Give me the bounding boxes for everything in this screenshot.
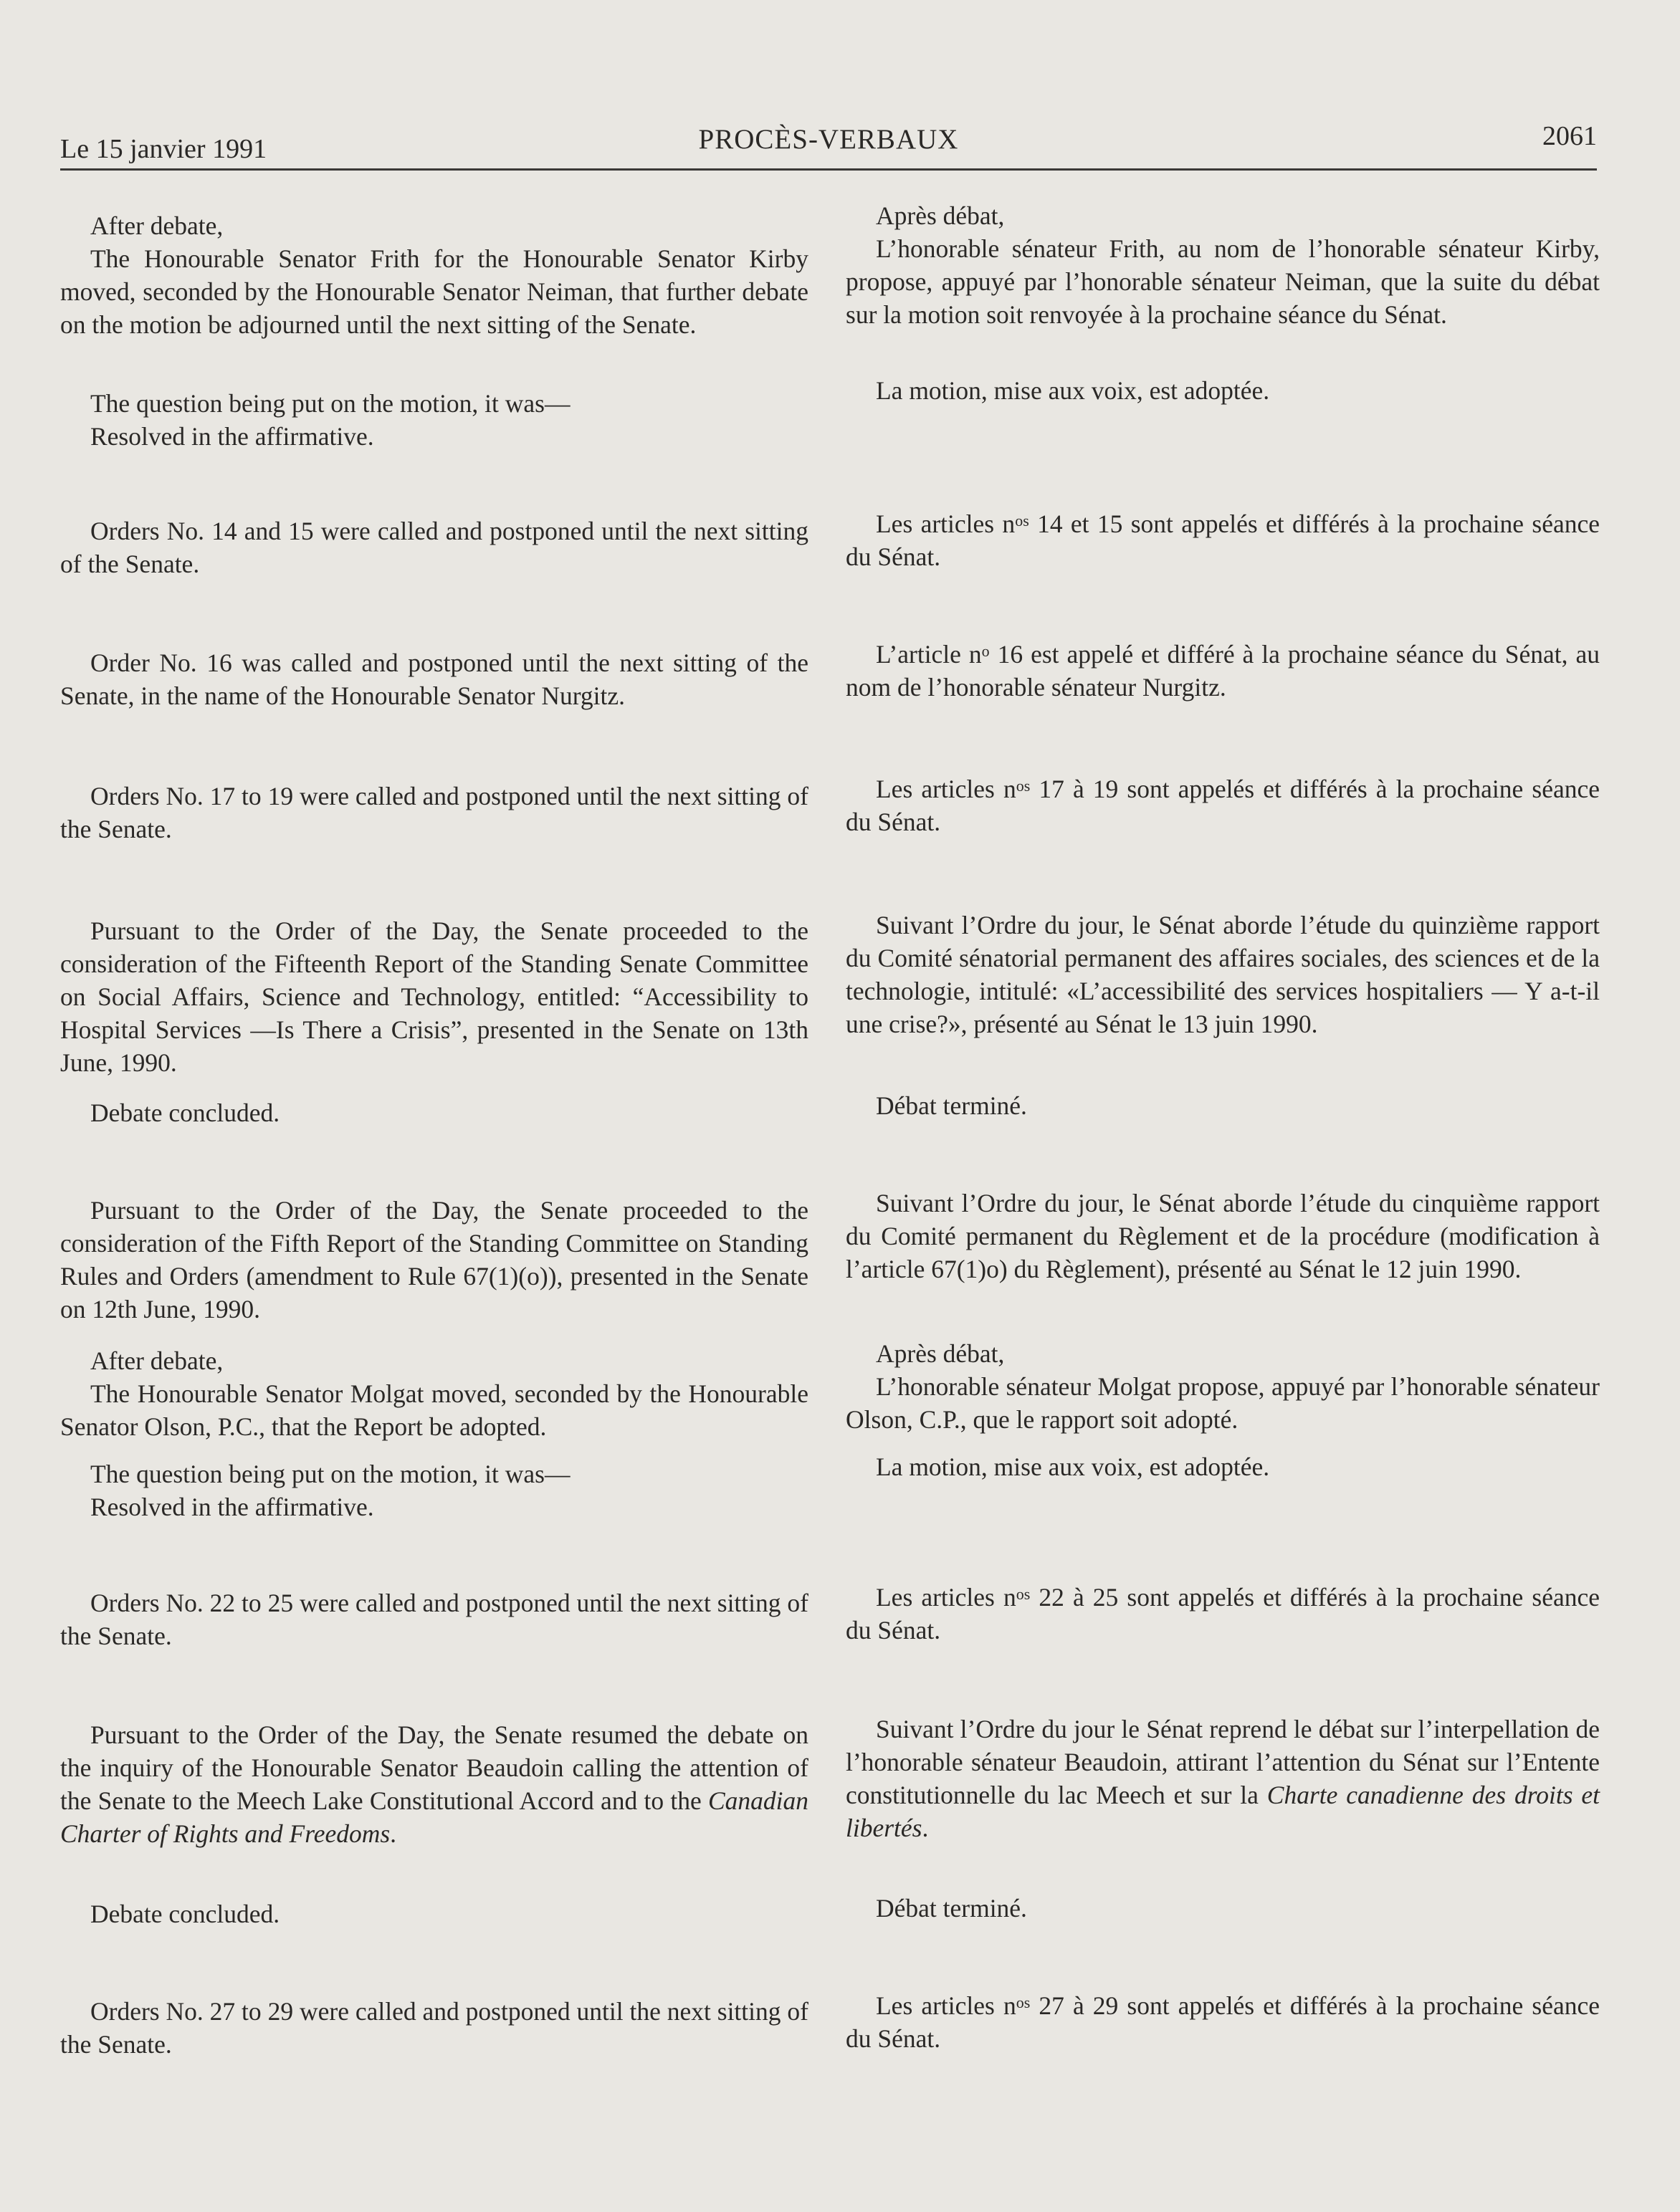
fr-debat-termine-1 <box>846 1089 1600 1122</box>
fr-articles-17-19-text <box>846 772 1600 838</box>
en-question-resolved-1 <box>60 387 808 453</box>
fr-debat-termine-2 <box>846 1892 1600 1925</box>
fr-apres-debat-molgat <box>846 1337 1600 1436</box>
en-resolved-line: Resolved in the affirmative. <box>90 422 374 451</box>
en-after-debate-frith <box>60 209 808 341</box>
fr-debat-termine-2-text: Débat terminé. <box>876 1894 1027 1923</box>
fr-articles-22-25-prefix: Les articles n <box>876 1583 1016 1612</box>
en-fifteenth-report-text: Pursuant to the Order of the Day, the Senate proceeded to the consideration of the Fifteenth Report of the Standing Senate Committee on Social Affairs, Science and Technology, entitled: “Accessibility to Hospital Services —Is There a Crisis”, presented in the Senate on 13th June, 1990. <box>60 916 808 1077</box>
fr-article-16 <box>846 638 1600 704</box>
fr-cinquieme-rapport-text: Suivant l’Ordre du jour, le Sénat aborde l’étude du cinquième rapport du Comité permanent du Règlement et de la procédure (modification à l’article 67(1)o) du Règlement), présenté au Sénat le 12 juin 1990. <box>846 1189 1600 1283</box>
en-charter-title: Canadian Charter of Rights and Freedoms <box>60 1786 808 1848</box>
fr-interpellation-meech <box>846 1713 1600 1844</box>
en-meech-lake-text <box>60 1718 808 1850</box>
en-orders-14-15 <box>60 514 808 580</box>
fr-apres-debat-frith <box>846 199 1600 331</box>
en-orders-27-29 <box>60 1995 808 2061</box>
english-column <box>60 0 808 2212</box>
fr-articles-27-29-text <box>846 1989 1600 2055</box>
header-date: Le 15 janvier 1991 <box>60 134 267 164</box>
en-fifth-report-text: Pursuant to the Order of the Day, the Senate proceeded to the consideration of the Fifth Report of the Standing Committee on Standing Rules and Orders (amendment to Rule 67(1)(o)), presented in the Senate on 12th June, 1990. <box>60 1196 808 1323</box>
en-order-16 <box>60 646 808 712</box>
fr-interpellation-text <box>846 1713 1600 1844</box>
header-title: PROCÈS-VERBAUX <box>698 124 959 155</box>
en-orders-17-19 <box>60 780 808 846</box>
fr-numero-superscript: o <box>981 642 990 660</box>
fr-numero-superscript: os <box>1016 777 1031 795</box>
en-fifteenth-report <box>60 914 808 1079</box>
fr-articles-14-15-text <box>846 507 1600 573</box>
fr-motion-adoptee-2 <box>846 1450 1600 1483</box>
fr-numero-superscript: os <box>1015 512 1029 530</box>
fr-numero-superscript: os <box>1016 1585 1031 1603</box>
en-orders-14-15-text: Orders No. 14 and 15 were called and postponed until the next sitting of the Senate. <box>60 517 808 578</box>
fr-articles-17-19-prefix: Les articles n <box>876 775 1016 803</box>
french-column <box>846 0 1600 2212</box>
fr-motion-adoptee-1 <box>846 374 1600 407</box>
fr-apres-debat-label-2: Après débat, <box>876 1339 1005 1368</box>
fr-articles-14-15 <box>846 507 1600 573</box>
fr-articles-22-25-text <box>846 1581 1600 1647</box>
fr-quinzieme-rapport-text: Suivant l’Ordre du jour, le Sénat aborde l’étude du quinzième rapport du Comité sénatorial permanent des affaires sociales, des sciences et de la technologie, intitulé: «L’accessibilité des services hospitaliers — Y a-t-il une crise?», présenté au Sénat le 13 juin 1990. <box>846 911 1600 1038</box>
fr-articles-27-29 <box>846 1989 1600 2055</box>
en-meech-lake-period: . <box>390 1819 397 1848</box>
page-number: 2061 <box>1542 121 1597 151</box>
fr-cinquieme-rapport <box>846 1187 1600 1285</box>
fr-articles-27-29-rest: 27 à 29 sont appelés et différés à la prochaine séance du Sénat. <box>846 1991 1600 2053</box>
en-meech-lake-body: Pursuant to the Order of the Day, the Senate resumed the debate on the inquiry of the Honourable Senator Beaudoin calling the attention of the Senate to the Meech Lake Constitutional Accord and to the <box>60 1720 808 1815</box>
en-order-16-text: Order No. 16 was called and postponed until the next sitting of the Senate, in the name of the Honourable Senator Nurgitz. <box>60 648 808 710</box>
fr-articles-14-15-rest: 14 et 15 sont appelés et différés à la prochaine séance du Sénat. <box>846 509 1600 571</box>
fr-numero-superscript: os <box>1016 1993 1031 2011</box>
en-question-line: The question being put on the motion, it was— <box>90 389 571 418</box>
fr-articles-22-25 <box>846 1581 1600 1647</box>
en-orders-27-29-text: Orders No. 27 to 29 were called and postponed until the next sitting of the Senate. <box>60 1997 808 2059</box>
en-question-resolved-2 <box>60 1457 808 1523</box>
en-orders-17-19-text: Orders No. 17 to 19 were called and postponed until the next sitting of the Senate. <box>60 782 808 843</box>
fr-interpellation-body: Suivant l’Ordre du jour le Sénat reprend le débat sur l’interpellation de l’honorable sénateur Beaudoin, attirant l’attention du Sénat sur l’Entente constitutionnelle du lac Meech et sur la <box>846 1715 1600 1809</box>
en-meech-lake-inquiry <box>60 1718 808 1850</box>
fr-articles-17-19-rest: 17 à 19 sont appelés et différés à la prochaine séance du Sénat. <box>846 775 1600 836</box>
en-debate-concluded-2 <box>60 1897 808 1930</box>
fr-motion-adoptee-2-text: La motion, mise aux voix, est adoptée. <box>876 1452 1270 1481</box>
fr-article-16-text <box>846 638 1600 704</box>
en-after-debate-label: After debate, <box>90 211 224 240</box>
fr-frith-motion: L’honorable sénateur Frith, au nom de l’honorable sénateur Kirby, propose, appuyé par l’honorable sénateur Neiman, que la suite du débat sur la motion soit renvoyée à la prochaine séance du Sénat. <box>846 234 1600 329</box>
fr-molgat-motion: L’honorable sénateur Molgat propose, appuyé par l’honorable sénateur Olson, C.P., que le rapport soit adopté. <box>846 1372 1600 1434</box>
fr-charte-title: Charte canadienne des droits et libertés <box>846 1781 1600 1842</box>
en-after-debate-molgat <box>60 1344 808 1443</box>
en-molgat-motion: The Honourable Senator Molgat moved, seconded by the Honourable Senator Olson, P.C., that the Report be adopted. <box>60 1379 808 1441</box>
fr-articles-17-19 <box>846 772 1600 838</box>
en-after-debate-label-2: After debate, <box>90 1346 224 1375</box>
en-fifth-report <box>60 1194 808 1326</box>
fr-quinzieme-rapport <box>846 909 1600 1040</box>
en-resolved-line-2: Resolved in the affirmative. <box>90 1493 374 1521</box>
fr-apres-debat-label: Après débat, <box>876 201 1005 230</box>
fr-motion-adoptee-1-text: La motion, mise aux voix, est adoptée. <box>876 376 1270 405</box>
fr-article-16-prefix: L’article n <box>876 640 982 669</box>
en-debate-concluded-1-text: Debate concluded. <box>90 1098 280 1127</box>
fr-interpellation-period: . <box>922 1814 929 1842</box>
fr-articles-27-29-prefix: Les articles n <box>876 1991 1016 2020</box>
fr-articles-14-15-prefix: Les articles n <box>876 509 1016 538</box>
en-debate-concluded-2-text: Debate concluded. <box>90 1900 280 1928</box>
fr-article-16-rest: 16 est appelé et différé à la prochaine séance du Sénat, au nom de l’honorable sénateur Nurgitz. <box>846 640 1600 702</box>
en-question-line-2: The question being put on the motion, it was— <box>90 1460 571 1488</box>
en-orders-22-25 <box>60 1586 808 1652</box>
en-frith-motion: The Honourable Senator Frith for the Honourable Senator Kirby moved, seconded by the Honourable Senator Neiman, that further debate on the motion be adjourned until the next sitting of the Senate. <box>60 244 808 339</box>
en-orders-22-25-text: Orders No. 22 to 25 were called and postponed until the next sitting of the Senate. <box>60 1589 808 1650</box>
en-debate-concluded-1 <box>60 1096 808 1129</box>
fr-articles-22-25-rest: 22 à 25 sont appelés et différés à la prochaine séance du Sénat. <box>846 1583 1600 1644</box>
fr-debat-termine-1-text: Débat terminé. <box>876 1091 1027 1120</box>
